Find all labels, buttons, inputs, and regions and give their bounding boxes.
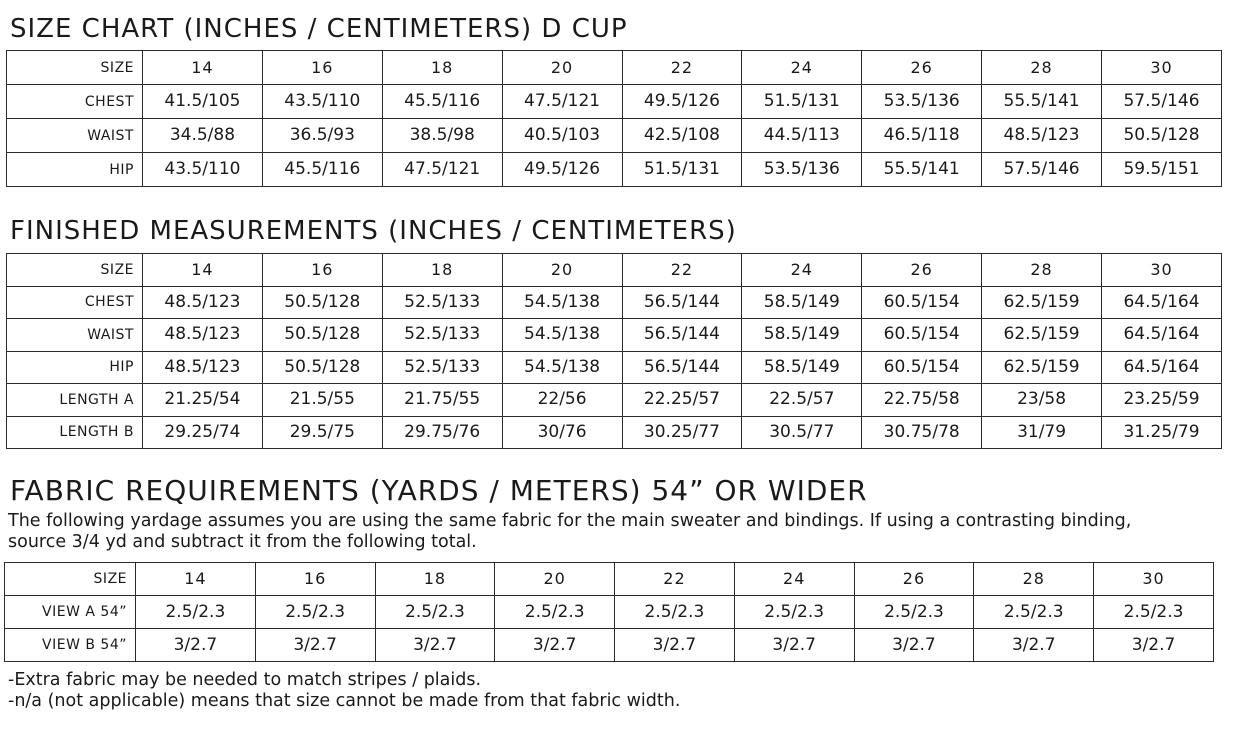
size-header-label: SIZE	[7, 254, 143, 287]
measurement-cell: 29.25/74	[143, 416, 263, 449]
measurement-cell: 31.25/79	[1102, 416, 1222, 449]
measurement-cell: 2.5/2.3	[375, 596, 495, 629]
measurement-cell: 58.5/149	[742, 351, 862, 384]
row-label: LENGTH B	[7, 416, 143, 449]
size-header-26: 26	[862, 254, 982, 287]
size-header-row	[7, 254, 1222, 287]
measurement-cell: 2.5/2.3	[255, 596, 375, 629]
measurement-cell: 43.5/110	[143, 153, 263, 187]
measurement-cell: 57.5/146	[982, 153, 1102, 187]
measurement-cell: 64.5/164	[1102, 351, 1222, 384]
size-header-24: 24	[742, 51, 862, 85]
measurement-cell: 2.5/2.3	[854, 596, 974, 629]
measurement-cell: 22/56	[502, 384, 622, 417]
measurement-cell: 50.5/128	[262, 319, 382, 352]
measurement-cell: 2.5/2.3	[974, 596, 1094, 629]
size-header-28: 28	[982, 51, 1102, 85]
table-row-hip	[7, 153, 1222, 187]
measurement-cell: 49.5/126	[502, 153, 622, 187]
measurement-cell: 45.5/116	[382, 85, 502, 119]
measurement-cell: 64.5/164	[1102, 319, 1222, 352]
size-chart-table	[6, 50, 1222, 187]
size-header-22: 22	[622, 51, 742, 85]
measurement-cell: 3/2.7	[255, 629, 375, 662]
measurement-cell: 57.5/146	[1102, 85, 1222, 119]
measurement-cell: 51.5/131	[622, 153, 742, 187]
fabric-requirements-table	[4, 562, 1214, 662]
measurement-cell: 55.5/141	[862, 153, 982, 187]
measurement-cell: 2.5/2.3	[1094, 596, 1214, 629]
size-header-20: 20	[502, 51, 622, 85]
size-header-24: 24	[742, 254, 862, 287]
size-header-30: 30	[1102, 254, 1222, 287]
size-header-24: 24	[734, 563, 854, 596]
size-header-14: 14	[143, 51, 263, 85]
row-label: VIEW A 54”	[5, 596, 136, 629]
measurement-cell: 47.5/121	[382, 153, 502, 187]
measurement-cell: 50.5/128	[262, 351, 382, 384]
table-row-view-b-54	[5, 629, 1214, 662]
size-header-20: 20	[502, 254, 622, 287]
measurement-cell: 64.5/164	[1102, 286, 1222, 319]
measurement-cell: 44.5/113	[742, 119, 862, 153]
measurement-cell: 21.75/55	[382, 384, 502, 417]
row-label: LENGTH A	[7, 384, 143, 417]
size-header-30: 30	[1102, 51, 1222, 85]
size-header-14: 14	[143, 254, 263, 287]
measurement-cell: 41.5/105	[143, 85, 263, 119]
size-header-label: SIZE	[7, 51, 143, 85]
measurement-cell: 59.5/151	[1102, 153, 1222, 187]
measurement-cell: 60.5/154	[862, 351, 982, 384]
table-row-length-b	[7, 416, 1222, 449]
size-header-18: 18	[375, 563, 495, 596]
measurement-cell: 45.5/116	[262, 153, 382, 187]
measurement-cell: 43.5/110	[262, 85, 382, 119]
row-label: CHEST	[7, 85, 143, 119]
measurement-cell: 50.5/128	[262, 286, 382, 319]
measurement-cell: 30.75/78	[862, 416, 982, 449]
measurement-cell: 62.5/159	[982, 319, 1102, 352]
measurement-cell: 40.5/103	[502, 119, 622, 153]
measurement-cell: 23.25/59	[1102, 384, 1222, 417]
size-header-28: 28	[974, 563, 1094, 596]
size-header-label: SIZE	[5, 563, 136, 596]
measurement-cell: 34.5/88	[143, 119, 263, 153]
measurement-cell: 2.5/2.3	[495, 596, 615, 629]
measurement-cell: 50.5/128	[1102, 119, 1222, 153]
measurement-cell: 30.25/77	[622, 416, 742, 449]
row-label: WAIST	[7, 119, 143, 153]
measurement-cell: 31/79	[982, 416, 1102, 449]
table-row-chest	[7, 286, 1222, 319]
size-chart-title: SIZE CHART (INCHES / CENTIMETERS) D CUP	[10, 14, 628, 44]
size-header-row	[7, 51, 1222, 85]
measurement-cell: 58.5/149	[742, 286, 862, 319]
measurement-cell: 52.5/133	[382, 351, 502, 384]
measurement-cell: 3/2.7	[1094, 629, 1214, 662]
measurement-cell: 62.5/159	[982, 351, 1102, 384]
measurement-cell: 56.5/144	[622, 351, 742, 384]
measurement-cell: 54.5/138	[502, 319, 622, 352]
table-row-length-a	[7, 384, 1222, 417]
measurement-cell: 49.5/126	[622, 85, 742, 119]
measurement-cell: 53.5/136	[862, 85, 982, 119]
measurement-cell: 21.25/54	[143, 384, 263, 417]
size-header-18: 18	[382, 254, 502, 287]
size-header-28: 28	[982, 254, 1102, 287]
measurement-cell: 56.5/144	[622, 286, 742, 319]
measurement-cell: 3/2.7	[495, 629, 615, 662]
fabric-note-not-applicable: -n/a (not applicable) means that size cannot be made from that fabric width.	[8, 691, 681, 711]
measurement-cell: 22.5/57	[742, 384, 862, 417]
fabric-requirements-title: FABRIC REQUIREMENTS (YARDS / METERS) 54” OR WIDER	[10, 474, 868, 507]
measurement-cell: 62.5/159	[982, 286, 1102, 319]
measurement-cell: 48.5/123	[982, 119, 1102, 153]
measurement-cell: 56.5/144	[622, 319, 742, 352]
row-label: WAIST	[7, 319, 143, 352]
size-header-18: 18	[382, 51, 502, 85]
size-header-22: 22	[622, 254, 742, 287]
measurement-cell: 2.5/2.3	[734, 596, 854, 629]
measurement-cell: 52.5/133	[382, 319, 502, 352]
finished-measurements-table	[6, 253, 1222, 449]
measurement-cell: 23/58	[982, 384, 1102, 417]
measurement-cell: 48.5/123	[143, 286, 263, 319]
measurement-cell: 46.5/118	[862, 119, 982, 153]
finished-measurements-title: FINISHED MEASUREMENTS (INCHES / CENTIMETERS)	[10, 216, 737, 246]
table-row-view-a-54	[5, 596, 1214, 629]
measurement-cell: 52.5/133	[382, 286, 502, 319]
fabric-intro-text: The following yardage assumes you are using the same fabric for the main sweater and bindings. If using a contrasting binding, source 3/4 yd and subtract it from the following total.	[8, 511, 1132, 552]
size-header-16: 16	[262, 51, 382, 85]
measurement-cell: 2.5/2.3	[136, 596, 256, 629]
measurement-cell: 3/2.7	[375, 629, 495, 662]
measurement-cell: 60.5/154	[862, 286, 982, 319]
measurement-cell: 29.75/76	[382, 416, 502, 449]
measurement-cell: 51.5/131	[742, 85, 862, 119]
measurement-cell: 48.5/123	[143, 319, 263, 352]
table-row-chest	[7, 85, 1222, 119]
measurement-cell: 42.5/108	[622, 119, 742, 153]
measurement-cell: 54.5/138	[502, 286, 622, 319]
size-header-30: 30	[1094, 563, 1214, 596]
measurement-cell: 3/2.7	[854, 629, 974, 662]
measurement-cell: 60.5/154	[862, 319, 982, 352]
size-header-26: 26	[854, 563, 974, 596]
measurement-cell: 38.5/98	[382, 119, 502, 153]
measurement-cell: 48.5/123	[143, 351, 263, 384]
measurement-cell: 22.75/58	[862, 384, 982, 417]
measurement-cell: 53.5/136	[742, 153, 862, 187]
size-header-14: 14	[136, 563, 256, 596]
row-label: CHEST	[7, 286, 143, 319]
measurement-cell: 55.5/141	[982, 85, 1102, 119]
size-header-row	[5, 563, 1214, 596]
size-header-16: 16	[262, 254, 382, 287]
measurement-cell: 58.5/149	[742, 319, 862, 352]
row-label: HIP	[7, 351, 143, 384]
measurement-cell: 3/2.7	[136, 629, 256, 662]
measurement-cell: 3/2.7	[734, 629, 854, 662]
size-header-20: 20	[495, 563, 615, 596]
measurement-cell: 30/76	[502, 416, 622, 449]
fabric-note-stripes: -Extra fabric may be needed to match stripes / plaids.	[8, 670, 482, 690]
table-row-waist	[7, 319, 1222, 352]
size-header-16: 16	[255, 563, 375, 596]
measurement-cell: 54.5/138	[502, 351, 622, 384]
measurement-cell: 47.5/121	[502, 85, 622, 119]
measurement-cell: 29.5/75	[262, 416, 382, 449]
table-row-hip	[7, 351, 1222, 384]
size-header-22: 22	[615, 563, 735, 596]
measurement-cell: 30.5/77	[742, 416, 862, 449]
measurement-cell: 21.5/55	[262, 384, 382, 417]
row-label: VIEW B 54”	[5, 629, 136, 662]
row-label: HIP	[7, 153, 143, 187]
table-row-waist	[7, 119, 1222, 153]
size-header-26: 26	[862, 51, 982, 85]
measurement-cell: 22.25/57	[622, 384, 742, 417]
measurement-cell: 36.5/93	[262, 119, 382, 153]
measurement-cell: 3/2.7	[615, 629, 735, 662]
measurement-cell: 2.5/2.3	[615, 596, 735, 629]
measurement-cell: 3/2.7	[974, 629, 1094, 662]
